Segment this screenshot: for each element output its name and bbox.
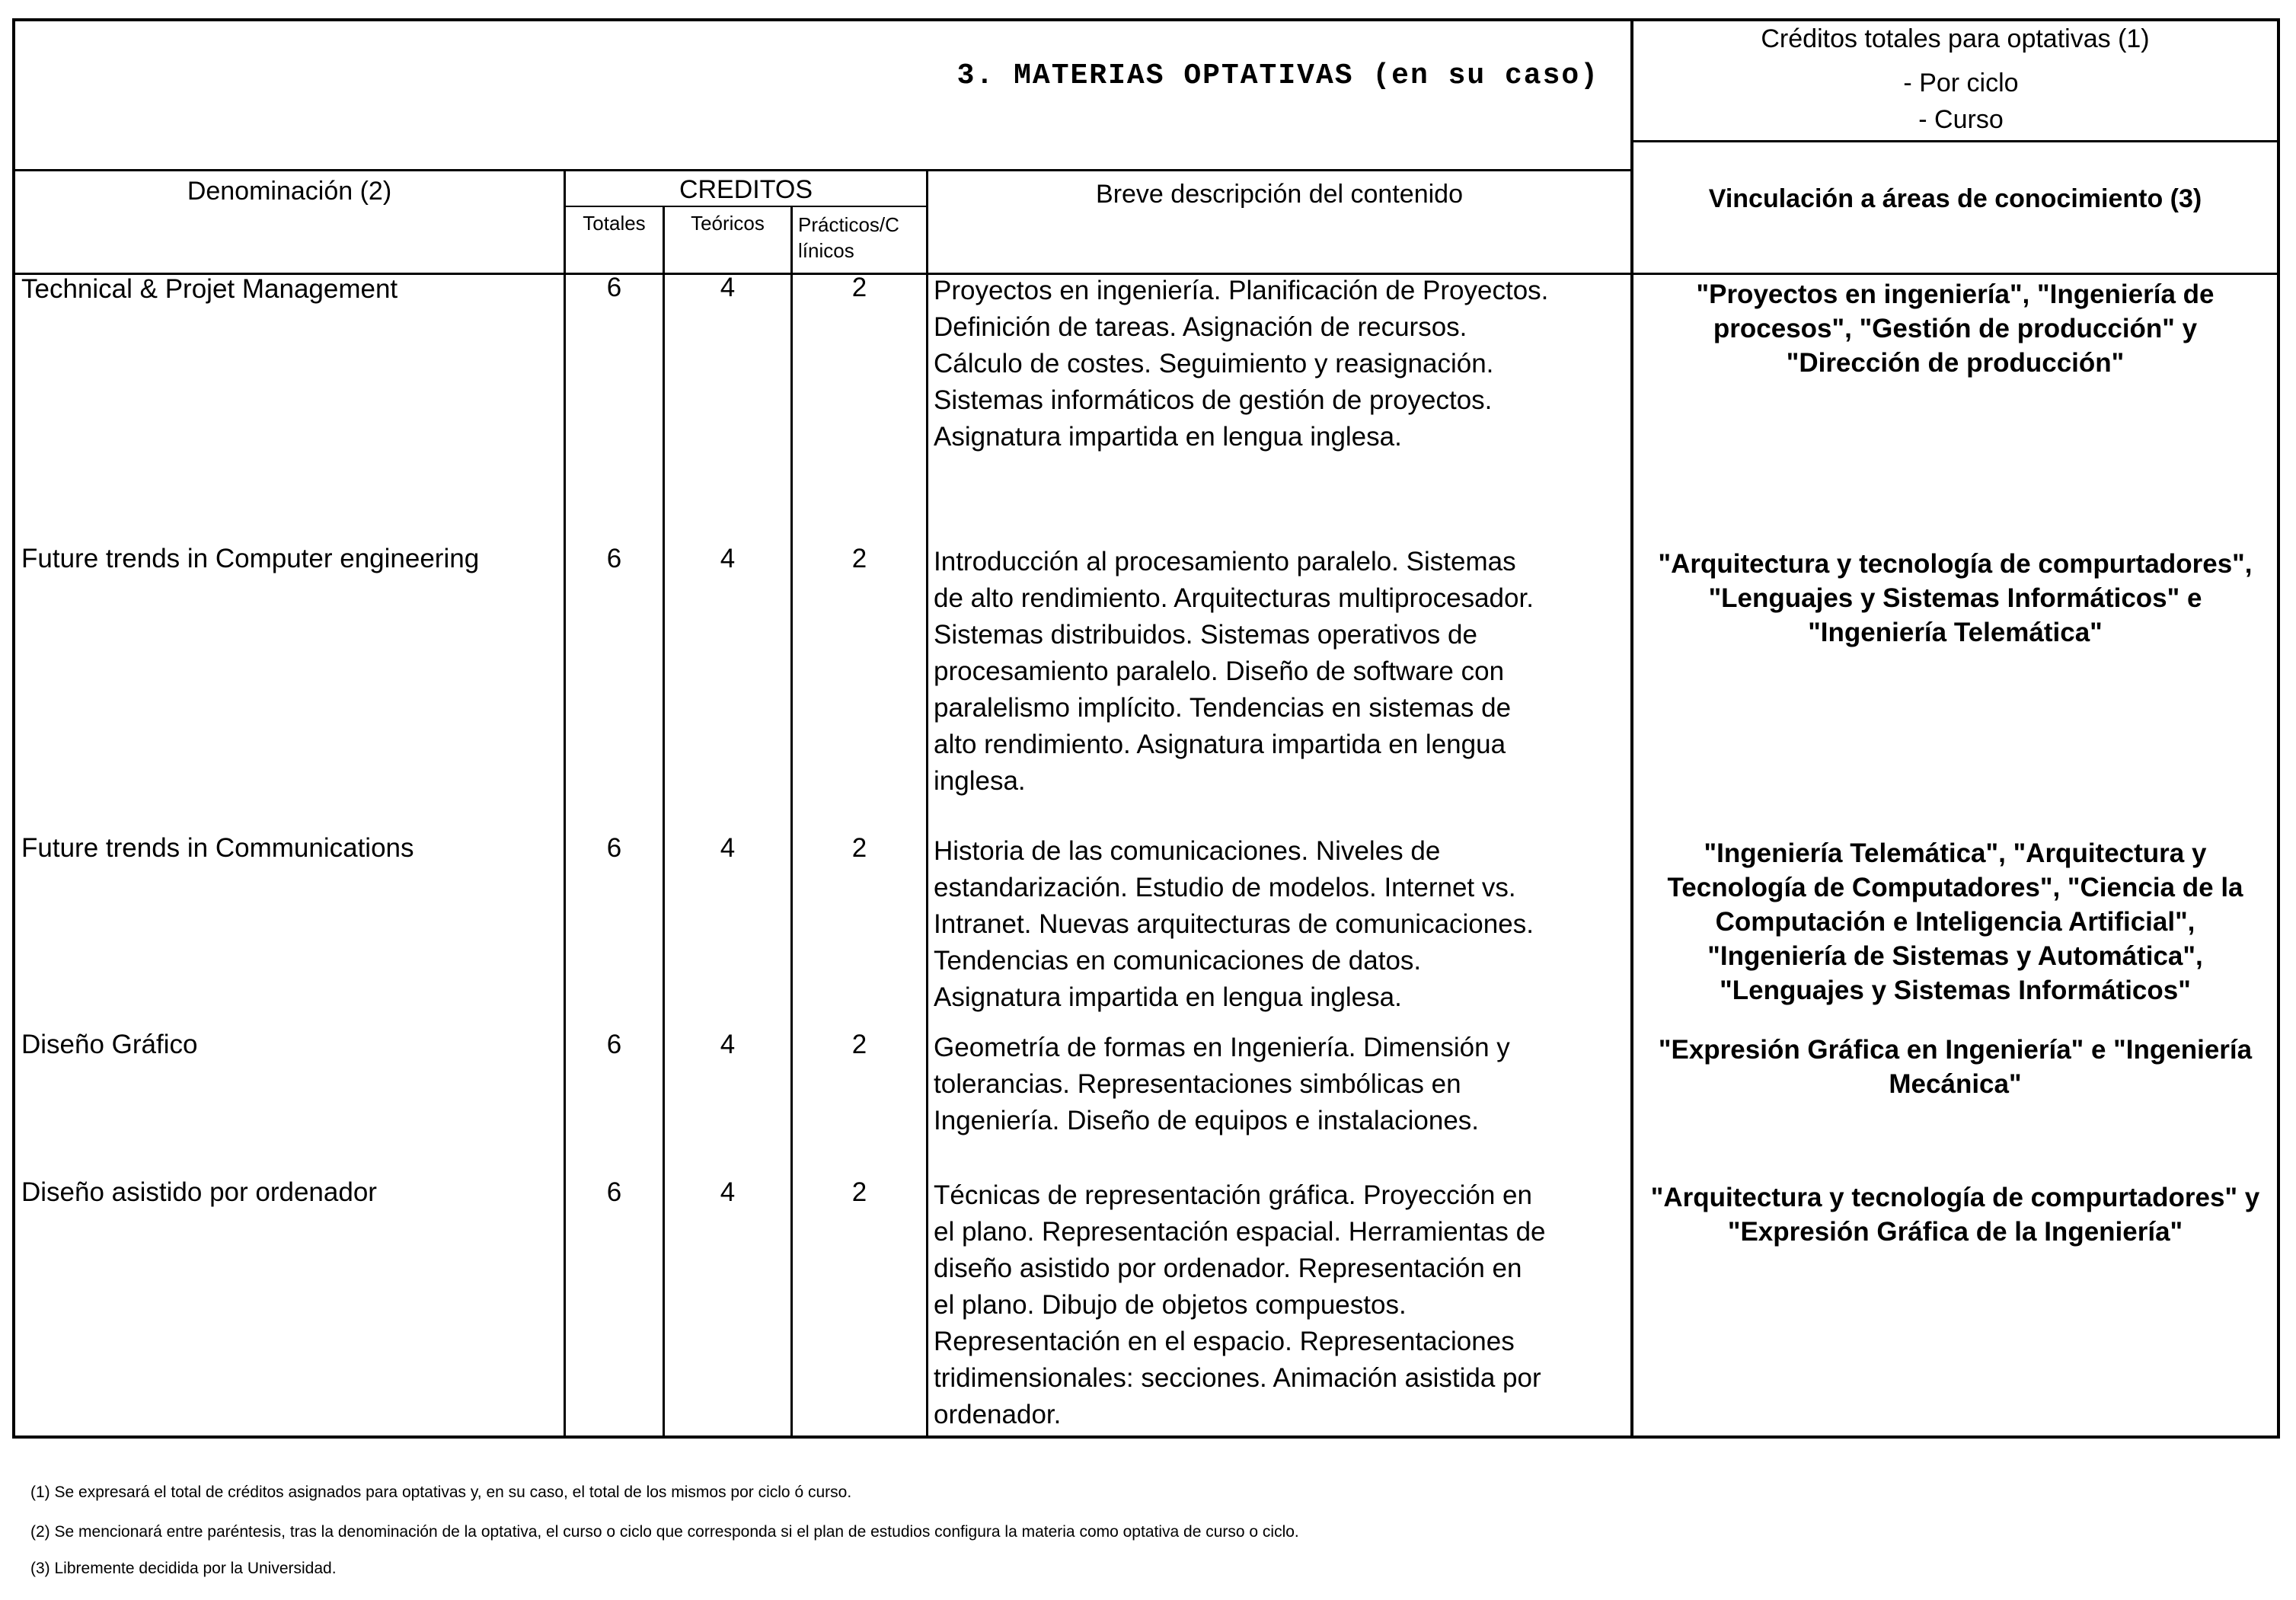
row-totales: 6 [606, 1030, 622, 1059]
row-totales: 6 [606, 1177, 622, 1207]
row-teoricos: 4 [720, 544, 736, 573]
section-title: 3. MATERIAS OPTATIVAS (en su caso) [956, 59, 1599, 92]
header-vinculacion: Vinculación a áreas de conocimiento (3) [1708, 184, 2202, 213]
row-areas: "Proyectos en ingeniería", "Ingeniería de procesos", "Gestión de producción" y "Dirección de producción" [1696, 279, 2215, 378]
footnote-3: (3) Libremente decidida por la Universidad. [30, 1560, 337, 1577]
footnote-2: (2) Se mencionará entre paréntesis, tras la denominación de la optativa, el curso o ciclo que corresponda si el plan de estudios configura la materia como optativa de curso o ciclo. [30, 1523, 1299, 1541]
row-teoricos: 4 [720, 1030, 736, 1059]
row-areas: "Ingeniería Telemática", "Arquitectura y Tecnología de Computadores", "Ciencia de la Computación e Inteligencia Artificial", "Ingeniería de Sistemas y Automática", "Lenguajes y Sistemas Informáticos" [1667, 838, 2243, 1005]
row-name: Technical & Projet Management [21, 274, 398, 304]
row-teoricos: 4 [720, 1177, 736, 1207]
header-descripcion: Breve descripción del contenido [1096, 180, 1463, 209]
header-teoricos: Teóricos [691, 212, 765, 235]
row-name: Future trends in Communications [21, 833, 414, 863]
row-name: Diseño Gráfico [21, 1030, 198, 1059]
header-practicos: Prácticos/C línicos [798, 213, 899, 262]
row-totales: 6 [606, 544, 622, 573]
row-descripcion: Geometría de formas en Ingeniería. Dimensión y tolerancias. Representaciones simbólicas en Ingeniería. Diseño de equipos e instalaciones. [934, 1033, 1510, 1135]
row-teoricos: 4 [720, 273, 736, 302]
header-denominacion: Denominación (2) [187, 177, 392, 206]
row-areas: "Arquitectura y tecnología de compurtadores" y "Expresión Gráfica de la Ingeniería" [1650, 1183, 2260, 1247]
footnote-1: (1) Se expresará el total de créditos asignados para optativas y, en su caso, el total de los mismos por ciclo ó curso. [30, 1483, 852, 1501]
row-practicos: 2 [851, 833, 867, 863]
row-descripcion: Proyectos en ingeniería. Planificación de Proyectos. Definición de tareas. Asignación de recursos. Cálculo de costes. Seguimiento y reasignación. Sistemas informáticos de gestión de proyectos. Asignatura impartida en lengua inglesa. [934, 276, 1549, 452]
credits-total-line2: - Por ciclo [1903, 69, 2019, 97]
row-practicos: 2 [851, 544, 867, 573]
header-creditos: CREDITOS [679, 175, 813, 204]
row-areas: "Expresión Gráfica en Ingeniería" e "Ingeniería Mecánica" [1658, 1035, 2253, 1099]
row-descripcion: Historia de las comunicaciones. Niveles de estandarización. Estudio de modelos. Internet vs. Intranet. Nuevas arquitecturas de comunicaciones. Tendencias en comunicaciones de datos. Asignatura impartida en lengua inglesa. [934, 836, 1534, 1012]
row-descripcion: Técnicas de representación gráfica. Proyección en el plano. Representación espacial. Herramientas de diseño asistido por ordenador. Representación en el plano. Dibujo de objetos compuestos. Representación en el espacio. Representaciones tridimensionales: secciones. Animación asistida por ordenador. [934, 1180, 1546, 1429]
credits-total-line1: Créditos totales para optativas (1) [1761, 24, 2150, 53]
row-practicos: 2 [851, 273, 867, 302]
row-totales: 6 [606, 273, 622, 302]
row-totales: 6 [606, 833, 622, 863]
row-name: Diseño asistido por ordenador [21, 1177, 377, 1207]
row-areas: "Arquitectura y tecnología de compurtadores", "Lenguajes y Sistemas Informáticos" e "Ingeniería Telemática" [1658, 549, 2253, 647]
row-teoricos: 4 [720, 833, 736, 863]
row-practicos: 2 [851, 1177, 867, 1207]
header-totales: Totales [583, 212, 646, 235]
row-name: Future trends in Computer engineering [21, 544, 480, 573]
credits-total-line3: - Curso [1918, 105, 2004, 134]
row-descripcion: Introducción al procesamiento paralelo. Sistemas de alto rendimiento. Arquitecturas multiprocesador. Sistemas distribuidos. Sistemas operativos de procesamiento paralelo. Diseño de software con paralelismo implícito. Tendencias en sistemas de alto rendimiento. Asignatura impartida en lengua inglesa. [934, 547, 1534, 796]
row-practicos: 2 [851, 1030, 867, 1059]
